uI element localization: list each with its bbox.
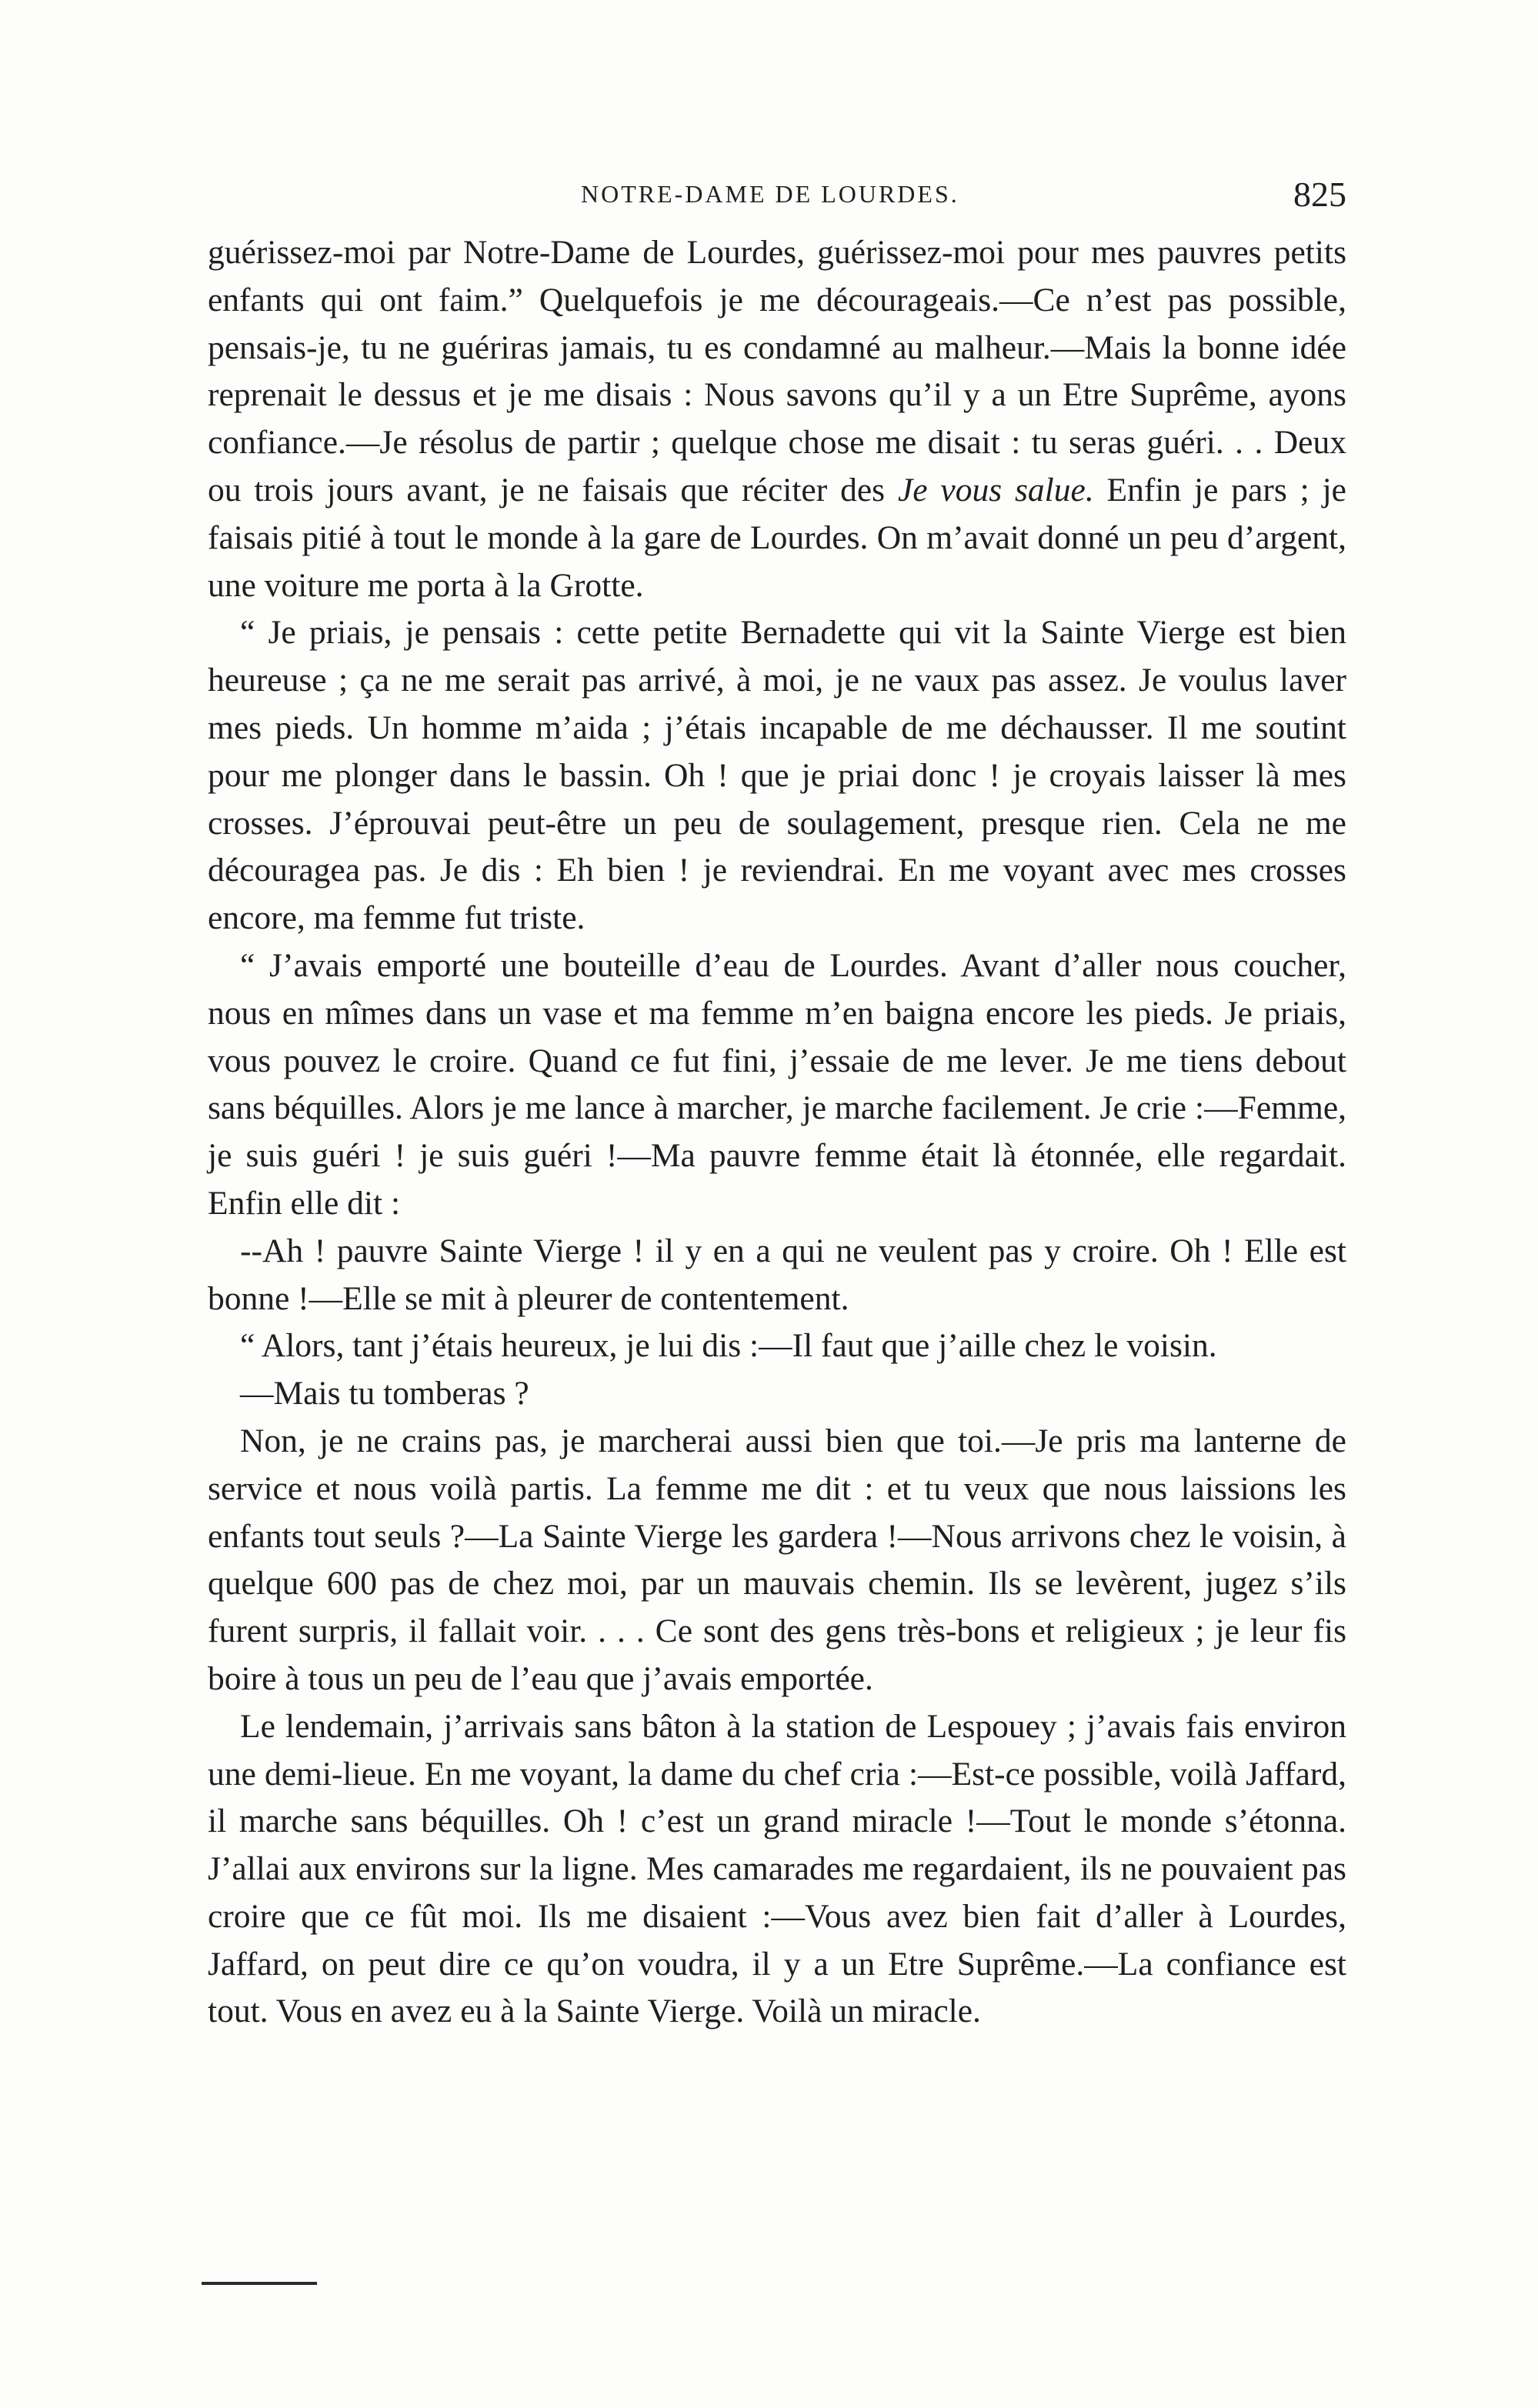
paragraph-text-after: Enfin je pars ; je faisais pitié à tout le monde à la gare de Lourdes. On m’avait donné un peu d’argent, une voiture me porta à la Grotte. bbox=[208, 471, 1346, 604]
paragraph-continuation bbox=[208, 229, 1346, 609]
paragraph: “ Je priais, je pensais : cette petite Bernadette qui vit la Sainte Vierge est bien heureuse ; ça ne me serait pas arrivé, à moi, je ne vaux pas assez. Je voulus laver mes pieds. Un homme m’aida ; j’étais incapable de me déchausser. Il me soutint pour me plonger dans le bassin. Oh ! que je priai donc ! je croyais laisser là mes crosses. J’éprouvai peut-être un peu de soulagement, presque rien. Cela ne me découragea pas. Je dis : Eh bien ! je reviendrai. En me voyant avec mes crosses encore, ma femme fut triste. bbox=[208, 614, 1346, 937]
body-text bbox=[208, 229, 1346, 2036]
paragraph: “ J’avais emporté une bouteille d’eau de Lourdes. Avant d’aller nous coucher, nous en mîmes dans un vase et ma femme m’en baigna encore les pieds. Je priais, vous pouvez le croire. Quand ce fut fini, j’essaie de me lever. Je me tiens debout sans béquilles. Alors je me lance à marcher, je marche facilement. Je crie :—Femme, je suis guéri ! je suis guéri !—Ma pauvre femme était là étonnée, elle regardait. Enfin elle dit : bbox=[208, 946, 1346, 1222]
paragraph: Non, je ne crains pas, je marcherai aussi bien que toi.—Je pris ma lanterne de service et nous voilà partis. La femme me dit : et tu veux que nous laissions les enfants tout seuls ?—La Sainte Vierge les gardera !—Nous arrivons chez le voisin, à quelque 600 pas de chez moi, par un mauvais chemin. Ils se levèrent, jugez s’ils furent surpris, il fallait voir. . . . Ce sont des gens très-bons et religieux ; je leur fis boire à tous un peu de l’eau que j’avais emportée. bbox=[208, 1422, 1346, 1697]
paragraph: Le lendemain, j’arrivais sans bâton à la station de Lespouey ; j’avais fais environ une demi-lieue. En me voyant, la dame du chef cria :—Est-ce possible, voilà Jaffard, il marche sans béquilles. Oh ! c’est un grand miracle !—Tout le monde s’étonna. J’allai aux environs sur la ligne. Mes camarades me regardaient, ils ne pouvaient pas croire que ce fût moi. Ils me disaient :—Vous avez bien fait d’aller à Lourdes, Jaffard, on peut dire ce qu’on voudra, il y a un Etre Suprême.—La confiance est tout. Vous en avez eu à la Sainte Vierge. Voilà un miracle. bbox=[208, 1707, 1346, 2030]
underline-mark bbox=[202, 2282, 317, 2285]
paragraph: “ Alors, tant j’étais heureux, je lui dis :—Il faut que j’aille chez le voisin. bbox=[240, 1327, 1217, 1365]
paragraph: —Mais tu tomberas ? bbox=[240, 1375, 529, 1412]
page-number: 825 bbox=[1293, 175, 1346, 214]
paragraph-text: guérissez-moi par Notre-Dame de Lourdes, guérissez-moi pour mes pauvres petits enfants qui ont faim.” Quelquefois je me décourageais.—Ce n’est pas possible, pensais-je, tu ne guériras jamais, tu es condamné au malheur.—Mais la bonne idée reprenait le dessus et je me disais : Nous savons qu’il y a un Etre Suprême, ayons confiance.—Je résolus de partir ; quelque chose me disait : tu seras guéri. . . Deux ou trois jours avant, je ne faisais que réciter des bbox=[208, 234, 1346, 509]
running-head bbox=[208, 174, 1346, 220]
italic-prayer-title: Je vous salue. bbox=[897, 471, 1094, 509]
running-title: NOTRE-DAME DE LOURDES. bbox=[581, 180, 959, 208]
paragraph: --Ah ! pauvre Sainte Vierge ! il y en a qui ne veulent pas y croire. Oh ! Elle est bonne !—Elle se mit à pleurer de contentement. bbox=[208, 1232, 1346, 1317]
